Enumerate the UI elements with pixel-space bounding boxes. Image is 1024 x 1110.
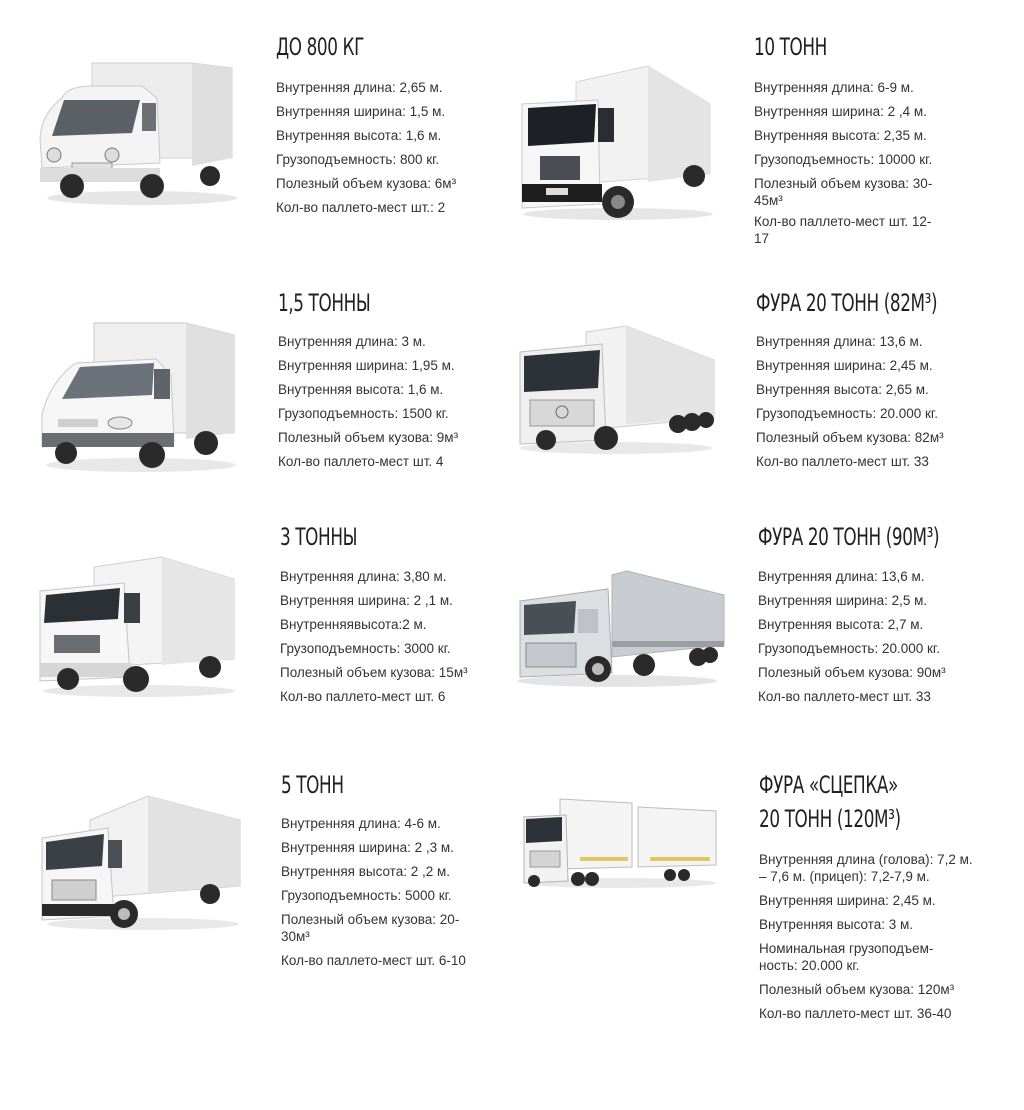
spec-capacity: Грузоподъемность: 20.000 кг.: [756, 406, 938, 421]
spec-width: Внутренняя ширина: 1,5 м.: [276, 104, 446, 119]
spec-width: Внутренняя ширина: 1,95 м.: [278, 358, 455, 373]
spec-volume: Полезный объем кузова: 30-45м³: [754, 176, 933, 208]
box-truck-medium-icon: [38, 794, 243, 934]
semi-truck-icon: [516, 322, 716, 457]
truck-title: 5 ТОНН: [281, 771, 344, 799]
spec-volume: Полезный объем кузова: 120м³: [759, 982, 955, 997]
truck-title: ДО 800 КГ: [276, 33, 364, 61]
truck-specs: [756, 330, 944, 474]
spec-pallets: Кол-во паллето-мест шт. 36-40: [759, 1006, 952, 1021]
truck-title-line2: 20 ТОНН (120М³): [759, 805, 901, 833]
spec-capacity: Номинальная грузоподъем-ность: 20.000 кг.: [759, 941, 934, 973]
truck-title: 3 ТОННЫ: [280, 523, 358, 551]
box-truck-small-icon: [32, 58, 237, 208]
spec-width: Внутренняя ширина: 2 ,1 м.: [280, 593, 453, 608]
spec-length: Внутренняя длина: 2,65 м.: [276, 80, 443, 95]
box-truck-small-icon: [34, 555, 239, 700]
truck-specs: [281, 812, 466, 973]
spec-volume: Полезный объем кузова: 20-30м³: [281, 912, 460, 944]
road-train-icon: [520, 795, 720, 890]
box-truck-large-icon: [518, 64, 713, 222]
truck-specs: [278, 330, 458, 474]
truck-title: ФУРА 20 ТОНН (82М³): [756, 289, 938, 317]
spec-capacity: Грузоподъемность: 20.000 кг.: [758, 641, 940, 656]
spec-capacity: Грузоподъемность: 5000 кг.: [281, 888, 452, 903]
spec-height: Внутренняя высота: 2,7 м.: [758, 617, 924, 632]
spec-volume: Полезный объем кузова: 90м³: [758, 665, 946, 680]
spec-width: Внутренняя ширина: 2,5 м.: [758, 593, 928, 608]
truck-title-line1: ФУРА «СЦЕПКА»: [759, 771, 898, 799]
spec-pallets: Кол-во паллето-мест шт. 6: [280, 689, 446, 704]
spec-capacity: Грузоподъемность: 3000 кг.: [280, 641, 451, 656]
truck-title: 1,5 ТОННЫ: [278, 289, 371, 317]
spec-length: Внутренняя длина: 13,6 м.: [756, 334, 923, 349]
spec-capacity: Грузоподъемность: 10000 кг.: [754, 152, 933, 167]
spec-width: Внутренняя ширина: 2 ,4 м.: [754, 104, 927, 119]
spec-pallets: Кол-во паллето-мест шт. 12-17: [754, 214, 932, 246]
spec-pallets: Кол-во паллето-мест шт.: 2: [276, 200, 446, 215]
spec-length: Внутренняя длина: 3,80 м.: [280, 569, 447, 584]
spec-width: Внутренняя ширина: 2,45 м.: [756, 358, 933, 373]
spec-pallets: Кол-во паллето-мест шт. 6-10: [281, 953, 466, 968]
spec-height: Внутренняя высота: 2 ,2 м.: [281, 864, 451, 879]
truck-title: 10 ТОНН: [754, 33, 827, 61]
spec-height: Внутренняя высота: 2,65 м.: [756, 382, 929, 397]
spec-pallets: Кол-во паллето-мест шт. 33: [758, 689, 931, 704]
spec-height: Внутренняя высота: 1,6 м.: [276, 128, 442, 143]
spec-length: Внутренняя длина: 13,6 м.: [758, 569, 925, 584]
spec-length: Внутренняя длина: 4-6 м.: [281, 816, 441, 831]
spec-height: Внутренняявысота:2 м.: [280, 617, 427, 632]
spec-capacity: Грузоподъемность: 800 кг.: [276, 152, 440, 167]
spec-pallets: Кол-во паллето-мест шт. 4: [278, 454, 444, 469]
spec-capacity: Грузоподъемность: 1500 кг.: [278, 406, 449, 421]
truck-specs: [758, 565, 946, 709]
spec-volume: Полезный объем кузова: 15м³: [280, 665, 468, 680]
spec-pallets: Кол-во паллето-мест шт. 33: [756, 454, 929, 469]
spec-volume: Полезный объем кузова: 9м³: [278, 430, 459, 445]
spec-width: Внутренняя ширина: 2,45 м.: [759, 893, 936, 908]
truck-specs: [276, 76, 456, 220]
truck-specs: [280, 565, 468, 709]
spec-length: Внутренняя длина: 6-9 м.: [754, 80, 914, 95]
semi-truck-icon: [512, 565, 727, 690]
box-truck-small-icon: [36, 315, 236, 475]
spec-height: Внутренняя высота: 2,35 м.: [754, 128, 927, 143]
spec-height: Внутренняя высота: 1,6 м.: [278, 382, 444, 397]
spec-width: Внутренняя ширина: 2 ,3 м.: [281, 840, 454, 855]
spec-volume: Полезный объем кузова: 82м³: [756, 430, 944, 445]
spec-volume: Полезный объем кузова: 6м³: [276, 176, 457, 191]
spec-length: Внутренняя длина (голова): 7,2 м. – 7,6 м. (прицеп): 7,2-7,9 м.: [759, 852, 973, 884]
truck-specs: [754, 76, 934, 251]
spec-length: Внутренняя длина: 3 м.: [278, 334, 426, 349]
spec-height: Внутренняя высота: 3 м.: [759, 917, 914, 932]
truck-specs: [759, 848, 974, 1026]
truck-title: ФУРА 20 ТОНН (90М³): [758, 523, 940, 551]
